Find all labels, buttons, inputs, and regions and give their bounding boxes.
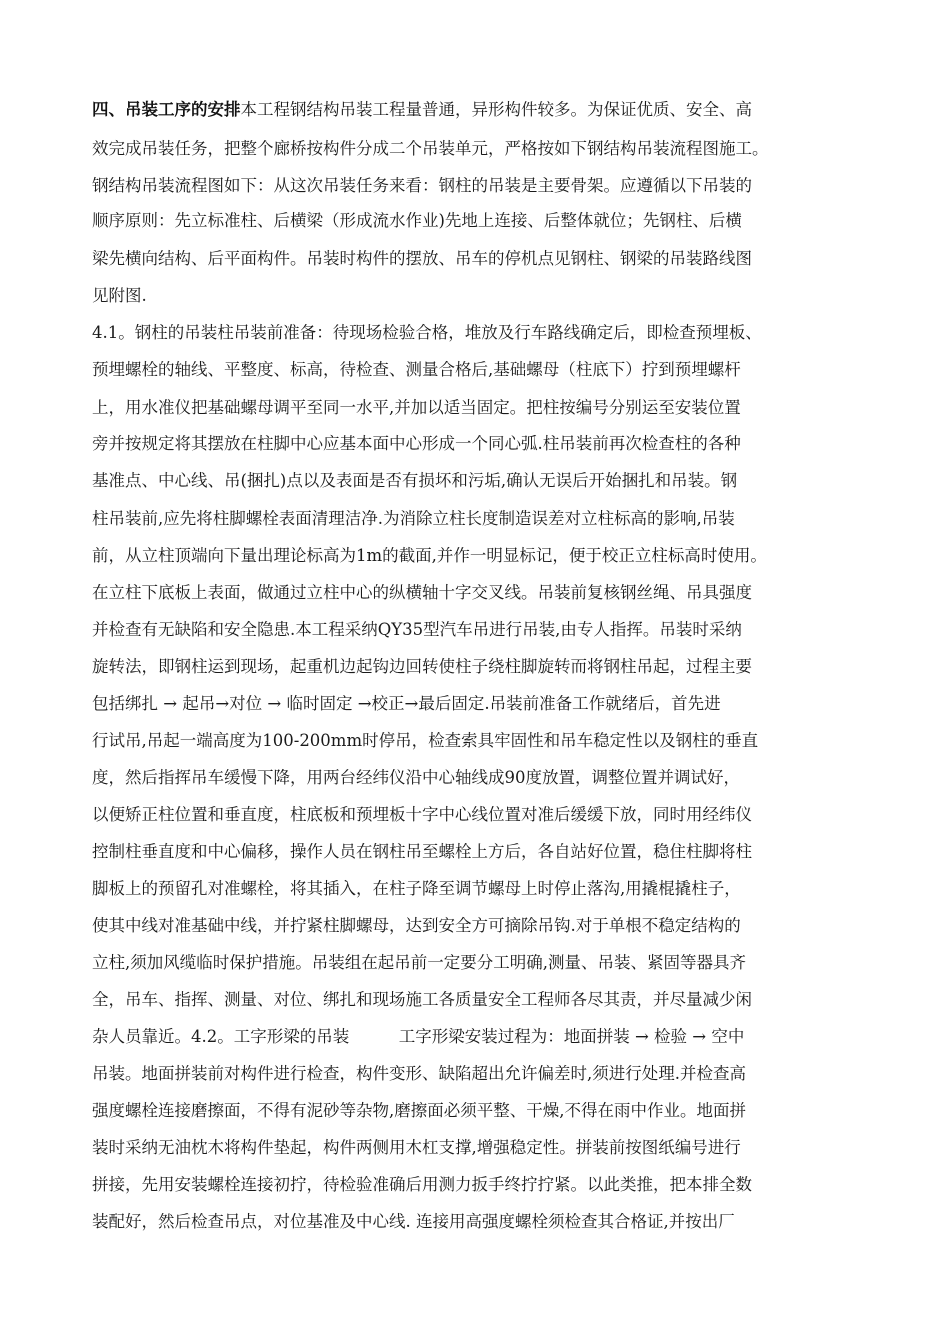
text-line: 前，从立柱顶端向下量出理论标高为1m的截面,并作一明显标记，便于校正立柱标高时使用。 xyxy=(92,546,767,565)
text-line: 基准点、中心线、吊(捆扎)点以及表面是否有损坏和污垢,确认无误后开始捆扎和吊装。钢 xyxy=(92,471,738,490)
text-line: 旋转法，即钢柱运到现场，起重机边起钩边回转使柱子绕柱脚旋转而将钢柱吊起，过程主要 xyxy=(92,657,752,676)
text-line: 上，用水准仪把基础螺母调平至同一水平,并加以适当固定。把柱按编号分别运至安装位置 xyxy=(92,398,741,417)
section-heading: 四、吊装工序的安排 xyxy=(92,100,241,119)
text-line: 全，吊车、指挥、测量、对位、绑扎和现场施工各质量安全工程师各尽其责，并尽量减少闲 xyxy=(92,990,752,1009)
text-line: 杂人员靠近。4.2。工字形梁的吊装 工字形梁安装过程为：地面拼装 → 检验 → 空中 xyxy=(92,1027,745,1046)
text-line: 使其中线对准基础中线，并拧紧柱脚螺母，达到安全方可摘除吊钩.对于单根不稳定结构的 xyxy=(92,916,741,935)
text-line: 控制柱垂直度和中心偏移，操作人员在钢柱吊至螺栓上方后，各自站好位置，稳住柱脚将柱 xyxy=(92,842,752,861)
text-line: 在立柱下底板上表面，做通过立柱中心的纵横轴十字交叉线。吊装前复核钢丝绳、吊具强度 xyxy=(92,583,752,602)
text-line: 吊装。地面拼装前对构件进行检查，构件变形、缺陷超出允许偏差时,须进行处理.并检查高 xyxy=(92,1064,746,1083)
text-line: 行试吊,吊起一端高度为100-200mm时停吊，检查索具牢固性和吊车稳定性以及钢柱的垂直 xyxy=(92,731,759,750)
text-line: 顺序原则：先立标准柱、后横梁（形成流水作业)先地上连接、后整体就位；先钢柱、后横 xyxy=(92,211,742,230)
text-line: 立柱,须加风缆临时保护措施。吊装组在起吊前一定要分工明确,测量、吊装、紧固等器具齐 xyxy=(92,953,746,972)
text-line: 以便矫正柱位置和垂直度，柱底板和预埋板十字中心线位置对准后缓缓下放，同时用经纬仪 xyxy=(92,805,752,824)
text-line: 包括绑扎 → 起吊→对位 → 临时固定 →校正→最后固定.吊装前准备工作就绪后，首先进 xyxy=(92,694,721,713)
text-line: 脚板上的预留孔对准螺栓，将其插入，在柱子降至调节螺母上时停止落沟,用撬棍撬柱子， xyxy=(92,879,741,898)
text-line: 装配好，然后检查吊点，对位基准及中心线. 连接用高强度螺栓须检查其合格证,并按出厂 xyxy=(92,1212,735,1231)
text-line: 装时采纳无油枕木将构件垫起，构件两侧用木杠支撑,增强稳定性。拼装前按图纸编号进行 xyxy=(92,1138,741,1157)
text-line: 钢结构吊装流程图如下：从这次吊装任务来看：钢柱的吊装是主要骨架。应遵循以下吊装的 xyxy=(92,176,752,195)
text-line: 并检查有无缺陷和安全隐患.本工程采纳QY35型汽车吊进行吊装,由专人指挥。吊装时采纳 xyxy=(92,620,742,639)
text-line: 4.1。钢柱的吊装柱吊装前准备：待现场检验合格，堆放及行车路线确定后，即检查预埋板、 xyxy=(92,323,762,342)
text-line: 旁并按规定将其摆放在柱脚中心应基本面中心形成一个同心弧.柱吊装前再次检查柱的各种 xyxy=(92,434,741,453)
text-line: 拼接，先用安装螺栓连接初拧，待检验准确后用测力扳手终拧拧紧。以此类推，把本排全数 xyxy=(92,1175,752,1194)
text-line: 预埋螺栓的轴线、平整度、标高，待检查、测量合格后,基础螺母（柱底下）拧到预埋螺杆 xyxy=(92,360,741,379)
text-line-1 xyxy=(92,98,882,122)
text-line: 见附图. xyxy=(92,286,147,305)
text-line: 度，然后指挥吊车缓慢下降，用两台经纬仪沿中心轴线成90度放置，调整位置并调试好， xyxy=(92,768,740,787)
text-line: 梁先横向结构、后平面构件。吊装时构件的摆放、吊车的停机点见钢柱、钢梁的吊装路线图 xyxy=(92,249,752,268)
text-line: 效完成吊装任务，把整个廊桥按构件分成二个吊装单元，严格按如下钢结构吊装流程图施工。 xyxy=(92,139,769,158)
text-line: 强度螺栓连接磨擦面，不得有泥砂等杂物,磨擦面必须平整、干燥,不得在雨中作业。地面拼 xyxy=(92,1101,746,1120)
text-line-1-body: 本工程钢结构吊装工程量普通，异形构件较多。为保证优质、安全、高 xyxy=(240,100,752,119)
text-line: 柱吊装前,应先将柱脚螺栓表面清理洁净.为消除立柱长度制造误差对立柱标高的影响,吊装 xyxy=(92,509,735,528)
